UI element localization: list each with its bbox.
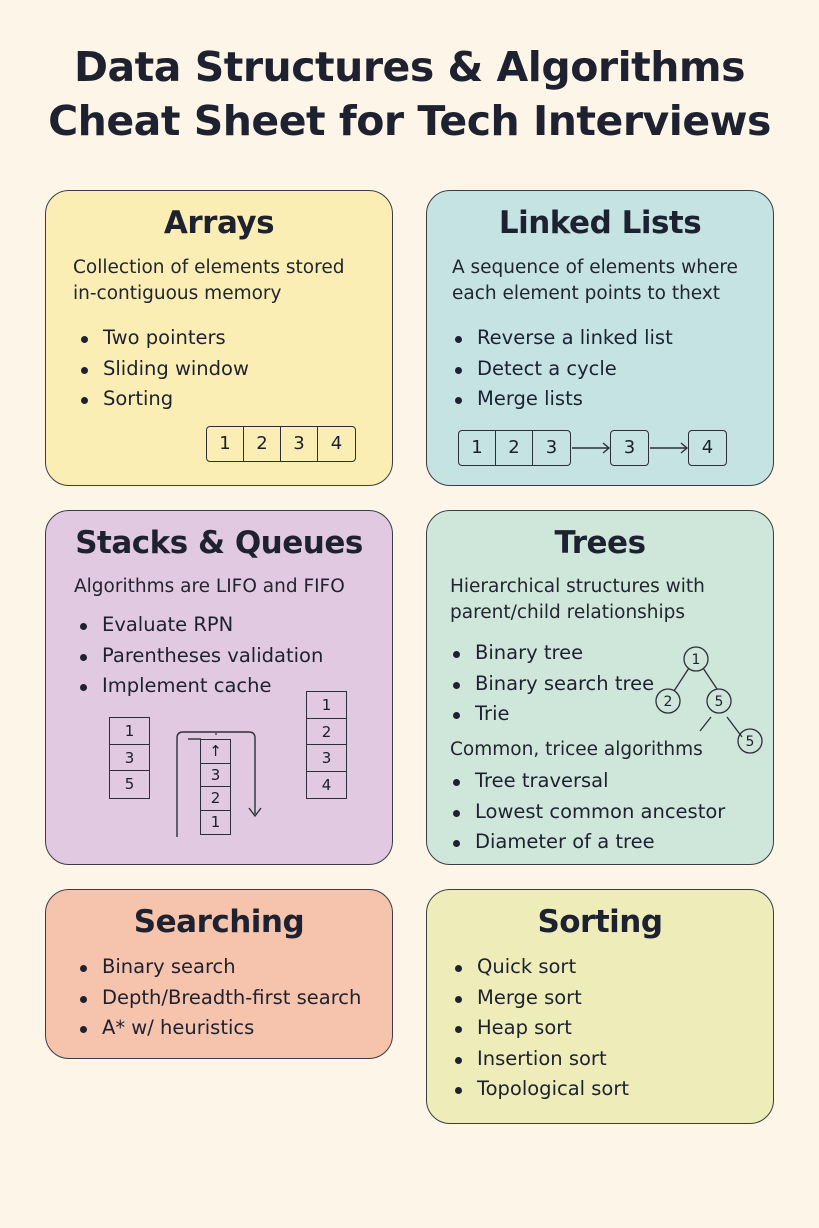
stack-flow-arrow-icon: [46, 511, 394, 866]
card-searching: [45, 889, 393, 1059]
page-title: [0, 40, 819, 148]
list-item: Detect a cycle: [449, 354, 673, 385]
arrays-topic-list: [75, 323, 249, 415]
array-cell: 1: [207, 427, 244, 461]
linked-list-node: 4: [688, 430, 727, 466]
card-title-searching: Searching: [133, 904, 305, 940]
card-sorting: [426, 889, 774, 1124]
tree-node-root: 1: [691, 652, 701, 668]
tree-node-right-right: 5: [745, 734, 755, 750]
arrays-description: [73, 255, 344, 307]
queue-diagram-right: [306, 691, 347, 799]
card-title-trees: Trees: [554, 525, 646, 561]
list-item: Quick sort: [449, 952, 629, 983]
list-item: Two pointers: [75, 323, 249, 354]
card-arrays: [45, 190, 393, 486]
stack-cell: 5: [124, 775, 135, 793]
list-item: Binary tree: [447, 638, 654, 669]
array-cell: 3: [281, 427, 318, 461]
description-line: parent/child relationships: [450, 602, 686, 623]
list-cell: 1: [459, 431, 496, 465]
stack-cell: 1: [110, 718, 149, 745]
array-diagram: [206, 426, 356, 462]
list-item: A* w/ heuristics: [74, 1013, 361, 1044]
tree-node-right: 5: [714, 694, 724, 710]
list-item: Trie: [447, 699, 654, 730]
list-item: Merge lists: [449, 384, 673, 415]
list-item: Lowest common ancestor: [447, 797, 725, 828]
list-item: Depth/Breadth-first search: [74, 983, 361, 1014]
searching-topic-list: [74, 952, 361, 1044]
card-title-arrays: Arrays: [163, 205, 275, 241]
stack-cell: ↑: [201, 740, 230, 764]
title-line-1: Data Structures & Algorithms: [73, 43, 746, 91]
array-cell: 4: [330, 433, 343, 454]
list-item: Parentheses validation: [74, 641, 323, 672]
stack-cell: 2: [201, 787, 230, 811]
list-item: Reverse a linked list: [449, 323, 673, 354]
description-line: in-contiguous memory: [73, 283, 282, 304]
queue-cell: 3: [307, 745, 346, 772]
card-trees: [426, 510, 774, 865]
linked-list-node: 3: [610, 430, 649, 466]
pointer-arrows-icon: [427, 191, 775, 487]
list-item: Tree traversal: [447, 766, 725, 797]
card-title-stacks-queues: Stacks & Queues: [75, 525, 363, 561]
description-line: Hierarchical structures with: [450, 576, 705, 597]
list-item: Binary search tree: [447, 669, 654, 700]
queue-cell: 4: [321, 775, 332, 794]
description-line: each element points to thext: [452, 283, 721, 304]
description-line: A sequence of elements where: [452, 257, 738, 278]
queue-cell: 1: [307, 692, 346, 719]
list-item: Binary search: [74, 952, 361, 983]
title-line-2: Cheat Sheet for Tech Interviews: [48, 97, 771, 145]
tree-node-left: 2: [663, 694, 673, 710]
stack-cell: 3: [201, 764, 230, 788]
list-item: Heap sort: [449, 1013, 629, 1044]
list-item: Sorting: [75, 384, 249, 415]
array-cell: 2: [244, 427, 281, 461]
stack-cell: 1: [210, 812, 221, 831]
stack-cell: 3: [110, 745, 149, 772]
description-line: Algorithms are LIFO and FIFO: [74, 576, 345, 597]
card-linked-lists: [426, 190, 774, 486]
card-title-linked-lists: Linked Lists: [498, 205, 702, 241]
list-item: Sliding window: [75, 354, 249, 385]
queue-cell: 2: [307, 719, 346, 746]
description-line: Collection of elements stored: [73, 257, 345, 278]
card-stacks-queues: [45, 510, 393, 865]
sorting-topic-list: [449, 952, 629, 1105]
card-title-sorting: Sorting: [537, 904, 663, 940]
list-item: Implement cache: [74, 671, 323, 702]
list-cell: 2: [496, 431, 533, 465]
trees-algorithms-subheading: Common, tricee algorithms: [450, 739, 703, 760]
list-cell: 3: [545, 437, 558, 458]
list-item: Topological sort: [449, 1074, 629, 1105]
list-item: Evaluate RPN: [74, 610, 323, 641]
binary-tree-diagram-icon: [427, 511, 775, 866]
list-item: Diameter of a tree: [447, 827, 725, 858]
list-item: Insertion sort: [449, 1044, 629, 1075]
list-item: Merge sort: [449, 983, 629, 1014]
